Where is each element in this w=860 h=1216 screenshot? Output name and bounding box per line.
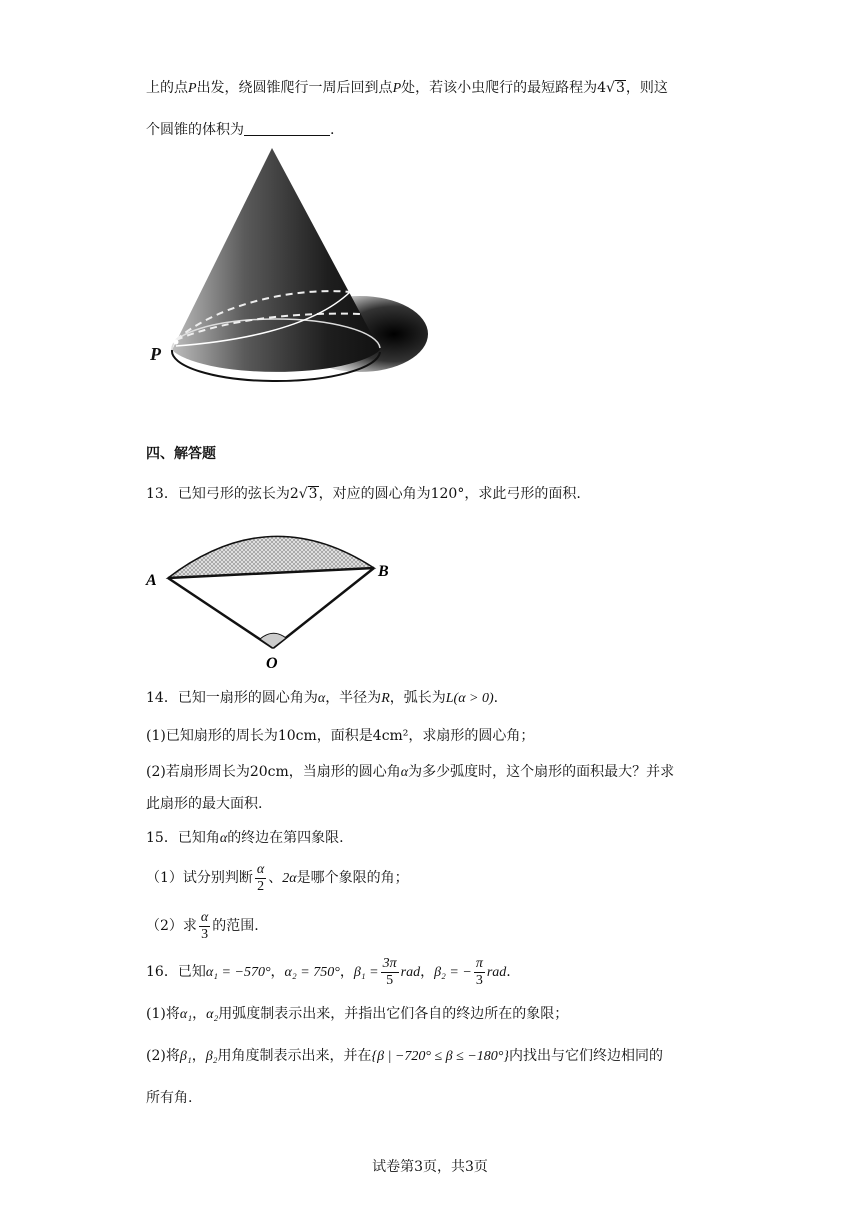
- q14-part-1: [146, 726, 534, 746]
- label-o: O: [266, 655, 278, 670]
- text: ，弧长为: [389, 690, 446, 706]
- radius-ao: [168, 578, 273, 648]
- label-b: B: [378, 563, 389, 580]
- length-coef: 4: [597, 80, 607, 96]
- length-radicand: 3: [615, 80, 625, 96]
- q14-part-2-cont: 此扇形的最大面积.: [146, 796, 263, 812]
- two-alpha: 2α: [282, 871, 297, 886]
- q16-part-1: [146, 1004, 568, 1025]
- alpha-2-value: α₂ = 750°: [284, 965, 340, 980]
- text: 个圆锥的体积为: [146, 122, 244, 138]
- text: 的终边在第四象限.: [227, 830, 344, 846]
- text: (1)已知扇形的周长为: [146, 728, 278, 744]
- text: .: [493, 690, 499, 706]
- text: ，当扇形的圆心角: [288, 764, 401, 780]
- var-p: P: [392, 81, 402, 96]
- text: 内找出与它们终边相同的: [508, 1048, 663, 1064]
- angle-value: 120°: [430, 486, 465, 502]
- q16-part-2: [146, 1046, 663, 1067]
- text: ，求扇形的圆心角；: [408, 728, 535, 744]
- text: (1)将: [146, 1006, 180, 1022]
- beta-1: β₁: [179, 1049, 192, 1064]
- numerator: α: [200, 909, 209, 925]
- chord-radicand: 3: [308, 486, 318, 502]
- fraction-beta-2: [474, 956, 485, 989]
- text: ，: [192, 1006, 207, 1022]
- q12-line-2: [146, 120, 334, 140]
- unit-rad: rad: [400, 965, 421, 980]
- text: （1）试分别判断: [146, 870, 253, 886]
- text: 用角度制表示出来，并在: [217, 1048, 372, 1064]
- q15-part-1: [146, 858, 409, 899]
- text: ，则这: [625, 80, 668, 96]
- text: （2）求: [146, 918, 197, 934]
- numerator: π: [475, 955, 483, 971]
- numerator: α: [256, 861, 265, 877]
- alpha: α: [400, 765, 409, 780]
- section-heading: 四、解答题: [146, 446, 216, 462]
- var-p: P: [188, 81, 197, 96]
- segment-figure: [140, 530, 400, 670]
- q14-stem: [146, 688, 498, 709]
- alpha: α: [317, 691, 326, 706]
- text: 是哪个象限的角；: [296, 870, 409, 886]
- text: ，对应的圆心角为: [318, 486, 431, 502]
- alpha: α: [219, 831, 228, 846]
- beta-2-lhs: β₂ = −: [434, 965, 472, 980]
- q12-line-1: 上的点P出发，绕圆锥爬行一周后回到点P处，若该小虫爬行的最短路程为4√3，则这: [146, 80, 668, 96]
- page-footer: 试卷第3页，共3页: [372, 1159, 488, 1175]
- text: 16．已知: [146, 964, 206, 980]
- text: ，: [420, 964, 435, 980]
- denominator: 2: [257, 878, 265, 894]
- text: 15．已知角: [146, 830, 220, 846]
- text: .: [506, 964, 511, 980]
- q15-stem: [146, 828, 344, 849]
- text: ，半径为: [325, 690, 382, 706]
- denominator: 3: [475, 972, 483, 988]
- text: 、: [268, 870, 283, 886]
- alpha-1: α₁: [179, 1007, 193, 1022]
- text: ，: [339, 964, 354, 980]
- radius-symbol: R: [381, 691, 390, 706]
- denominator: 5: [386, 972, 394, 988]
- text: 的范围.: [212, 918, 259, 934]
- point-p: [174, 340, 179, 345]
- perimeter-value: 10cm: [277, 728, 317, 744]
- q14-part-2: [146, 762, 674, 783]
- text: ，: [191, 1048, 206, 1064]
- label-p: P: [150, 344, 161, 364]
- angle-set: {β | −720° ≤ β ≤ −180°}: [371, 1049, 509, 1064]
- text: .: [330, 122, 335, 138]
- beta-1-lhs: β₁ =: [353, 965, 379, 980]
- cone-figure: [140, 142, 440, 392]
- fraction-beta-1: [381, 956, 399, 989]
- text: 为多少弧度时，这个扇形的面积最大？并求: [408, 764, 675, 780]
- text: 处，若该小虫爬行的最短路程为: [401, 80, 598, 96]
- q16-part-2-cont: 所有角.: [146, 1090, 193, 1106]
- radius-bo: [273, 568, 374, 648]
- text: 用弧度制表示出来，并指出它们各自的终边所在的象限；: [218, 1006, 569, 1022]
- text: ，面积是: [316, 728, 373, 744]
- text: 上的点: [146, 80, 188, 96]
- answer-blank[interactable]: [244, 121, 330, 136]
- alpha-1-value: α₁ = −570°: [205, 965, 271, 980]
- denominator: 3: [201, 926, 209, 942]
- q16-stem: [146, 952, 511, 993]
- text: 14．已知一扇形的圆心角为: [146, 690, 318, 706]
- text: ，求此弓形的面积.: [464, 486, 581, 502]
- numerator: 3π: [382, 955, 397, 971]
- label-a: A: [146, 572, 157, 589]
- q15-part-2: [146, 906, 259, 946]
- fraction-alpha-2: [255, 862, 266, 895]
- unit-rad: rad: [486, 965, 507, 980]
- q13-stem: 13．已知弓形的弦长为2√3，对应的圆心角为120°，求此弓形的面积.: [146, 486, 581, 502]
- perimeter-value: 20cm: [249, 764, 289, 780]
- text: 13．已知弓形的弦长为: [146, 486, 290, 502]
- text: 出发，绕圆锥爬行一周后回到点: [196, 80, 393, 96]
- angle-mark: [260, 633, 286, 648]
- text: (2)将: [146, 1048, 180, 1064]
- text: (2)若扇形周长为: [146, 764, 250, 780]
- area-value: 4cm²: [372, 728, 409, 744]
- arc-condition: L(α > 0): [445, 691, 494, 706]
- text: ，: [270, 964, 285, 980]
- alpha-2: α₂: [206, 1007, 219, 1022]
- cone-body: [172, 148, 380, 372]
- fraction-alpha-3: [199, 910, 210, 943]
- beta-2: β₂: [205, 1049, 218, 1064]
- chord-coef: 2: [289, 486, 299, 502]
